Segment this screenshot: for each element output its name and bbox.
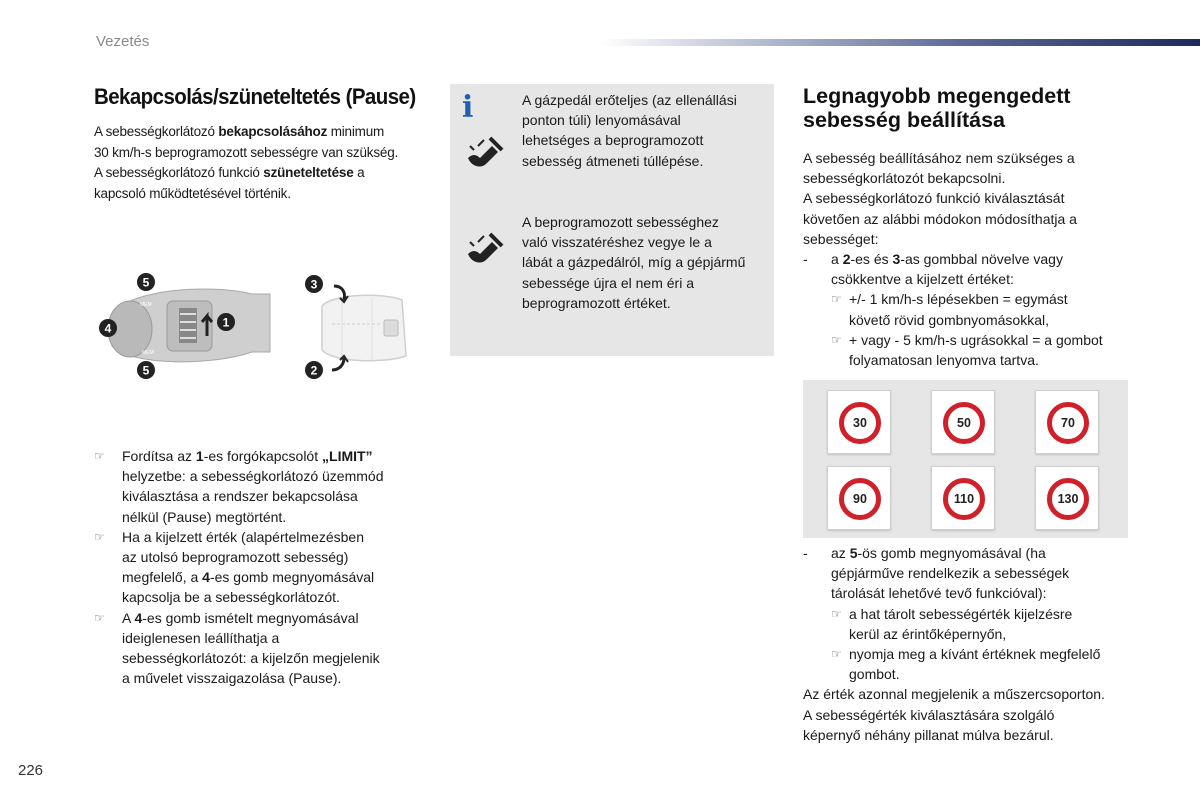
text-run: A <box>122 609 135 626</box>
right-heading-line: Legnagyobb megengedett <box>803 84 1071 108</box>
intro-line: sebességkorlátozót bekapcsolni. <box>803 170 1006 187</box>
info-paragraph-2 <box>522 212 772 313</box>
left-instruction-list <box>94 446 424 688</box>
bullet-line <box>122 446 424 466</box>
text-run: 30 km/h-s beprogramozott sebességre van szükség. <box>94 144 399 160</box>
info-line: lábát a gázpedálról, míg a gépjármű <box>522 254 746 271</box>
text-run: a <box>353 165 365 180</box>
bold-text: 3 <box>892 251 901 268</box>
text-run: Ha a kijelzett érték (alapértelmezésben <box>122 528 365 545</box>
svg-text:2: 2 <box>310 363 318 378</box>
intro-line: A sebességkorlátozó funkció kiválasztását <box>803 190 1065 207</box>
svg-text:4: 4 <box>104 321 112 336</box>
speed-value: 30 <box>853 416 867 430</box>
svg-text:5: 5 <box>142 363 150 378</box>
bold-text: 5 <box>849 545 858 561</box>
speed-limit-ring <box>1047 478 1089 520</box>
dash-line: csökkentve a kijelzett értéket: <box>831 271 1014 288</box>
bullet-line: a művelet visszaigazolása (Pause). <box>122 670 342 687</box>
left-heading: Bekapcsolás/szüneteltetés (Pause) <box>94 84 416 109</box>
info-icon: i <box>462 90 474 125</box>
bullet-line: az utolsó beprogramozott sebesség) <box>122 549 349 566</box>
svg-text:1: 1 <box>222 315 230 330</box>
bold-text: bekapcsolásához <box>218 124 328 139</box>
intro-line <box>94 122 434 143</box>
speed-limit-ring <box>943 402 985 444</box>
sub-line: kerül az érintőképernyőn, <box>849 625 1007 642</box>
bold-text: szüneteltetése <box>263 165 354 180</box>
info-line: sebessége újra el nem éri a <box>522 274 694 291</box>
text-run: a <box>831 251 843 268</box>
info-line: A beprogramozott sebességhez <box>522 214 719 230</box>
text-run: A sebességkorlátozó <box>94 124 219 139</box>
bold-text: 4 <box>202 569 210 586</box>
text-run: az <box>831 545 850 561</box>
header-gradient-bar <box>600 39 1200 46</box>
hand-bullet-icon: ☞ <box>94 449 105 463</box>
text-run: kapcsoló működtetésével történik. <box>94 185 291 201</box>
callout-3 <box>305 275 323 293</box>
intro-line: A sebesség beállításához nem szükséges a <box>803 150 1075 166</box>
speed-sign-30 <box>827 390 891 454</box>
sub-item <box>803 644 1143 684</box>
closing-line: képernyő néhány pillanat múlva bezárul. <box>803 726 1054 743</box>
bullet-line: helyzetbe: a sebességkorlátozó üzemmód <box>122 468 384 485</box>
bold-text: 4 <box>134 609 143 626</box>
right-bottom-text <box>803 543 1143 745</box>
intro-line <box>94 143 434 164</box>
callout-4 <box>99 319 117 337</box>
foot-pedal-icon <box>462 132 506 172</box>
text-run: Fordítsa az <box>122 448 196 464</box>
right-intro <box>803 148 1143 370</box>
list-item <box>94 446 424 527</box>
bullet-line: sebességkorlátozót: a kijelzőn megjelenik <box>122 650 380 667</box>
speed-limit-ring <box>943 478 985 520</box>
sub-line: gombot. <box>849 666 900 683</box>
hand-bullet-icon: ☞ <box>94 529 105 544</box>
speed-value: 110 <box>953 492 975 506</box>
intro-line <box>94 184 434 205</box>
text-run: A sebességkorlátozó funkció <box>94 165 264 180</box>
bullet-line <box>122 567 424 587</box>
sub-line: + vagy - 5 km/h-s ugrásokkal = a gombot <box>849 331 1103 348</box>
left-intro <box>94 122 434 204</box>
speed-sign-50 <box>931 390 995 454</box>
text-run: -es gomb megnyomásával <box>209 569 375 586</box>
section-title: Vezetés <box>96 33 150 50</box>
sub-item <box>803 604 1143 644</box>
text-run: -es gomb ismételt megnyomásával <box>142 609 359 626</box>
text-run: megfelelő, a <box>122 569 203 586</box>
sub-line: a hat tárolt sebességérték kijelzésre <box>849 605 1073 622</box>
speed-limit-ring <box>839 478 881 520</box>
bullet-line <box>122 527 424 547</box>
speed-sign-panel <box>803 380 1128 538</box>
hand-bullet-icon: ☞ <box>94 610 105 625</box>
page-number: 226 <box>18 762 44 779</box>
info-paragraph-1 <box>522 90 772 171</box>
speed-sign-90 <box>827 466 891 530</box>
hand-bullet-icon: ☞ <box>831 606 842 621</box>
intro-line: követően az alábbi módokon módosíthatja a <box>803 210 1077 227</box>
bullet-line: kapcsolja be a sebességkorlátozót. <box>122 589 340 606</box>
text-run: -ös gomb megnyomásával (ha <box>857 545 1046 561</box>
speed-limit-ring <box>1047 402 1089 444</box>
speed-sign-70 <box>1035 390 1099 454</box>
callout-1 <box>217 313 235 331</box>
info-line: sebesség átmeneti túllépése. <box>522 152 704 169</box>
list-item <box>94 608 424 689</box>
foot-pedal-icon <box>462 228 506 268</box>
sub-item <box>803 289 1143 329</box>
dash-item <box>803 543 1143 604</box>
info-line: beprogramozott értéket. <box>522 294 671 311</box>
speed-value: 50 <box>957 416 971 430</box>
sub-line: követő rövid gombnyomásokkal, <box>849 311 1049 328</box>
speed-value: 70 <box>1061 416 1075 430</box>
mem-label-bottom: MEM <box>142 350 154 356</box>
text-run: -as gombbal növelve vagy <box>900 251 1063 268</box>
bold-text: 1 <box>195 448 204 464</box>
hand-bullet-icon: ☞ <box>831 292 842 307</box>
right-heading <box>803 84 1163 132</box>
sub-line: folyamatosan lenyomva tartva. <box>849 352 1039 369</box>
speed-sign-130 <box>1035 466 1099 530</box>
info-line: ponton túli) lenyomásával <box>522 112 681 129</box>
mem-label-top: MEM <box>140 302 152 308</box>
intro-line: sebességet: <box>803 230 879 247</box>
sub-item <box>803 330 1143 370</box>
text-run: -es forgókapcsolót <box>203 448 323 464</box>
svg-text:3: 3 <box>310 277 318 292</box>
sub-line: nyomja meg a kívánt értéknek megfelelő <box>849 646 1101 663</box>
hand-bullet-icon: ☞ <box>831 647 842 662</box>
bullet-line <box>122 608 424 628</box>
svg-text:5: 5 <box>142 275 150 290</box>
dash-line: tárolását lehetővé tevő funkcióval): <box>831 585 1047 602</box>
dash-line <box>831 249 1143 269</box>
speed-value: 130 <box>1057 492 1079 506</box>
stalk-control-figure <box>92 266 272 386</box>
closing-line: A sebességérték kiválasztására szolgáló <box>803 706 1055 723</box>
callout-5-top <box>137 273 155 291</box>
dash-bullet: - <box>803 545 808 561</box>
right-heading-line: sebesség beállítása <box>803 108 1005 132</box>
info-line: lehetséges a beprogramozott <box>522 132 704 149</box>
callout-2 <box>305 361 323 379</box>
callout-5-bottom <box>137 361 155 379</box>
intro-line <box>94 163 434 184</box>
dash-line: gépjárművе rendelkezik a sebességek <box>831 565 1070 582</box>
info-line: A gázpedál erőteljes (az ellenállási <box>522 92 737 108</box>
info-line: való visszatéréshez vegye le a <box>522 234 712 251</box>
dash-line <box>831 543 1143 563</box>
info-box <box>450 84 774 356</box>
text-run: minimum <box>327 124 385 139</box>
bold-text: 2 <box>842 251 851 268</box>
sub-line: +/- 1 km/h-s lépésekben = egymást <box>849 291 1068 308</box>
dash-bullet: - <box>803 251 808 268</box>
bold-text: „LIMIT” <box>322 448 373 464</box>
speed-sign-110 <box>931 466 995 530</box>
bullet-line: nélkül (Pause) megtörtént. <box>122 508 287 525</box>
hand-bullet-icon: ☞ <box>831 332 842 347</box>
bullet-line: ideiglenesen leállíthatja a <box>122 629 280 646</box>
list-item <box>94 527 424 608</box>
closing-line: Az érték azonnal megjelenik a műszercsoporton. <box>803 686 1105 703</box>
stalk-side-view-figure <box>302 266 432 386</box>
speed-limit-ring <box>839 402 881 444</box>
text-run: -es és <box>850 251 893 268</box>
speed-value: 90 <box>853 492 867 506</box>
dash-item <box>803 249 1143 289</box>
bullet-line: kiválasztása a rendszer bekapcsolása <box>122 488 358 505</box>
